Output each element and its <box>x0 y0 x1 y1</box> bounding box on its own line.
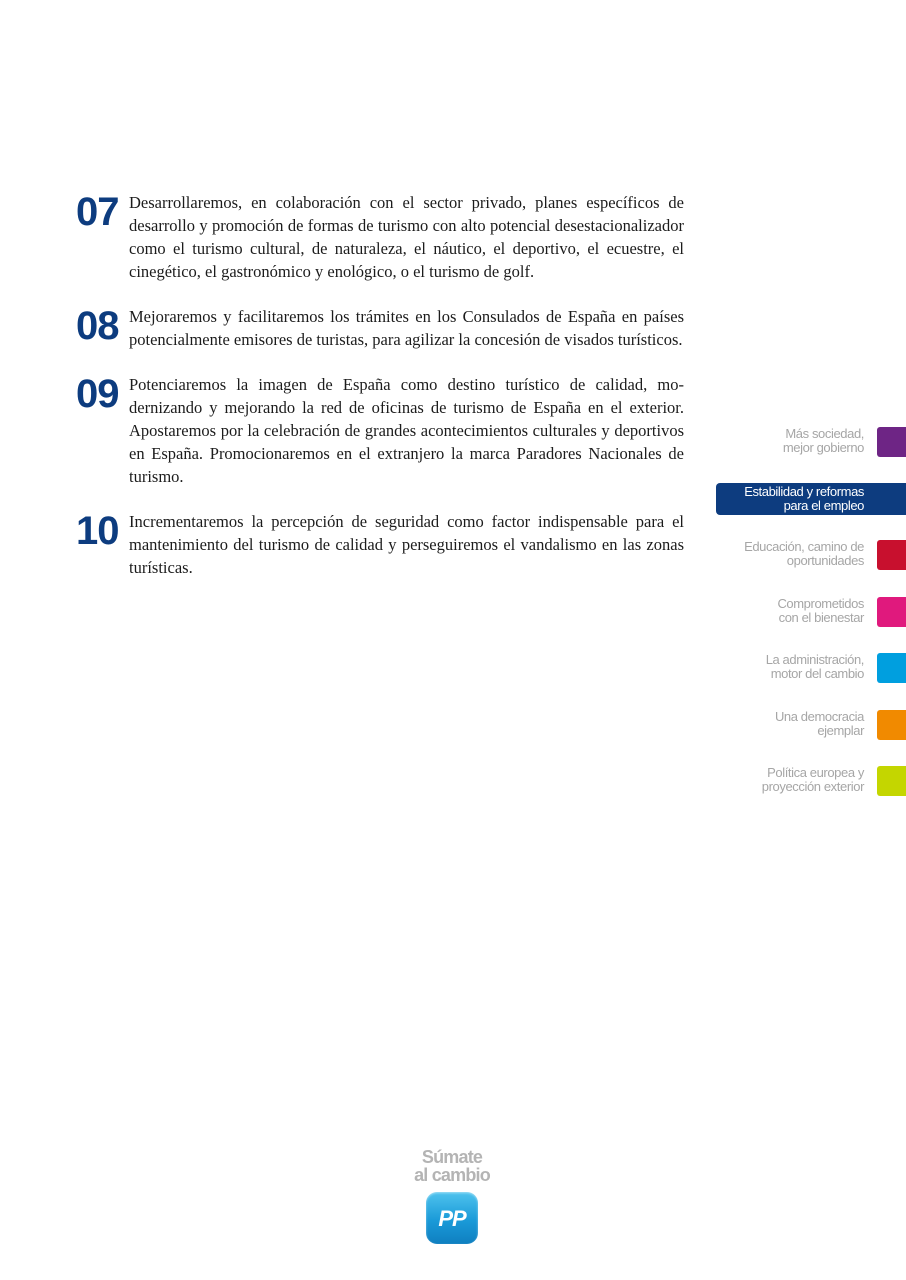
section-nav-label: Política europea y proyección exterior <box>761 765 864 794</box>
footer-brand <box>404 1148 500 1244</box>
section-nav-item-educacion[interactable] <box>706 538 906 570</box>
party-logo-icon <box>426 1192 478 1244</box>
section-color-tab <box>877 653 906 683</box>
section-nav-label: La administración, motor del cambio <box>765 652 864 681</box>
proposal-number: 08 <box>76 304 119 348</box>
proposal-text: Mejoraremos y facilitaremos los trámites en los Consulados de España en países potencialmente emisores de turistas, para agilizar la concesión de visados turísticos. <box>129 307 684 349</box>
proposal-text: Desarrollaremos, en colaboración con el sector privado, planes específicos de desarrollo y promoción de formas de turismo con alto potencial desestacionalizador como el turismo cultural, de naturaleza, el náutico, el deportivo, el ecuestre, el cinegético, el gastronómico y enológico, o el turismo de golf. <box>129 193 684 281</box>
section-color-tab <box>877 766 906 796</box>
proposal-item <box>76 373 684 488</box>
proposal-item <box>76 191 684 283</box>
proposal-text: Potenciaremos la imagen de España como destino turístico de calidad, modernizando y mejorando la red de oficinas de turismo de España en el exterior. Apostaremos por la celebración de grandes acontecimientos culturales y deportivos en España. Promocionaremos en el extranjero la marca Paradores Nacionales de turismo. <box>129 375 684 486</box>
proposal-list <box>76 191 684 601</box>
section-color-tab <box>877 540 906 570</box>
section-nav-item-sociedad[interactable] <box>706 425 906 457</box>
proposal-number: 09 <box>76 372 119 416</box>
proposal-number: 10 <box>76 509 119 553</box>
party-logo-text: PP <box>438 1206 466 1231</box>
section-nav-item-estabilidad[interactable] <box>706 483 906 515</box>
section-color-tab <box>877 710 906 740</box>
proposal-item <box>76 510 684 579</box>
section-nav-item-bienestar[interactable] <box>706 595 906 627</box>
section-nav-label: Más sociedad, mejor gobierno <box>782 426 864 455</box>
section-nav-label: Educación, camino de oportunidades <box>744 539 864 568</box>
proposal-number: 07 <box>76 190 119 234</box>
section-nav-label: Comprometidos con el bienestar <box>777 596 864 625</box>
section-nav-item-administracion[interactable] <box>706 651 906 683</box>
section-nav-item-democracia[interactable] <box>706 708 906 740</box>
section-color-tab <box>877 427 906 457</box>
section-nav-label: Estabilidad y reformas para el empleo <box>744 484 864 513</box>
section-nav-label: Una democracia ejemplar <box>774 709 864 738</box>
proposal-item <box>76 305 684 351</box>
campaign-slogan: Súmate al cambio <box>414 1147 490 1185</box>
section-nav-item-europa[interactable] <box>706 764 906 796</box>
proposal-text: Incrementaremos la percepción de seguridad como factor indispensable para el mantenimiento del turismo de calidad y perseguiremos el vandalismo en las zonas turísticas. <box>129 512 684 577</box>
section-color-tab <box>877 597 906 627</box>
